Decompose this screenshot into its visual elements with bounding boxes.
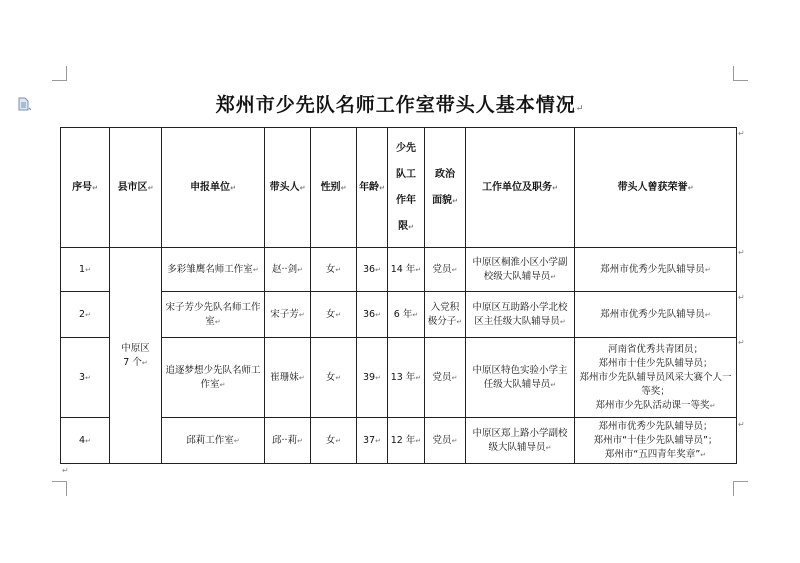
cell-honors: 郑州市优秀少先队辅导员↵ xyxy=(575,292,737,338)
cell-unit: 邱莉工作室↵ xyxy=(162,418,265,464)
row-end-mark: ↵ xyxy=(738,248,745,257)
paragraph-mark-icon: ↵ xyxy=(575,104,585,114)
table-row xyxy=(61,418,737,464)
cell-years: 12 年↵ xyxy=(388,418,425,464)
page-title: 郑州市少先队名师工作室带头人基本情况↵ xyxy=(215,94,585,116)
page-corner-mark xyxy=(52,481,67,496)
page-corner-mark xyxy=(733,481,748,496)
paragraph-mark-icon: ↵ xyxy=(62,466,69,475)
cell-gender: 女↵ xyxy=(311,248,357,292)
cell-political: 党员↵ xyxy=(425,338,466,418)
document-icon[interactable] xyxy=(17,97,31,111)
cell-years: 13 年↵ xyxy=(388,338,425,418)
cell-gender: 女↵ xyxy=(311,418,357,464)
cell-honors: 郑州市优秀少先队辅导员↵ xyxy=(575,248,737,292)
cell-leader: 宋子芳↵ xyxy=(265,292,311,338)
cell-age: 36↵ xyxy=(357,292,388,338)
row-end-mark: ↵ xyxy=(738,293,745,302)
cell-years: 14 年↵ xyxy=(388,248,425,292)
cell-honors: 河南省优秀共青团员； 郑州市十佳少先队辅导员； 郑州市少先队辅导员风采大赛个人一等奖； 郑州市少先队活动课一等奖↵ xyxy=(575,338,737,418)
cell-years: 6 年↵ xyxy=(388,292,425,338)
header-seq: 序号↵ xyxy=(61,128,110,248)
table-header-row xyxy=(61,128,737,248)
cell-leader: 赵··剑↵ xyxy=(265,248,311,292)
cell-work: 中原区特色实验小学主任级大队辅导员↵ xyxy=(466,338,575,418)
cell-political: 党员↵ xyxy=(425,418,466,464)
table-row xyxy=(61,338,737,418)
table-row xyxy=(61,248,737,292)
header-honors: 带头人曾获荣誉↵ xyxy=(575,128,737,248)
cell-seq: 2↵ xyxy=(61,292,110,338)
cell-district: 中原区 7 个↵ xyxy=(110,248,162,464)
header-work: 工作单位及职务↵ xyxy=(466,128,575,248)
cell-seq: 4↵ xyxy=(61,418,110,464)
cell-leader: 邱··莉↵ xyxy=(265,418,311,464)
header-political: 政治 面貌↵ xyxy=(425,128,466,248)
header-unit: 申报单位↵ xyxy=(162,128,265,248)
page-corner-mark xyxy=(733,66,748,81)
cell-unit: 宋子芳少先队名师工作室↵ xyxy=(162,292,265,338)
cell-gender: 女↵ xyxy=(311,338,357,418)
row-end-mark: ↵ xyxy=(738,129,745,138)
header-years: 少先 队工 作年 限↵ xyxy=(388,128,425,248)
header-leader: 带头人↵ xyxy=(265,128,311,248)
row-end-mark: ↵ xyxy=(738,420,745,429)
cell-seq: 1↵ xyxy=(61,248,110,292)
cell-work: 中原区桐淮小区小学副校级大队辅导员↵ xyxy=(466,248,575,292)
row-end-mark: ↵ xyxy=(738,338,745,347)
cell-political: 入党积极分子↵ xyxy=(425,292,466,338)
cell-gender: 女↵ xyxy=(311,292,357,338)
cell-leader: 崔珊妹↵ xyxy=(265,338,311,418)
table-row xyxy=(61,292,737,338)
cell-unit: 追逐梦想少先队名师工作室↵ xyxy=(162,338,265,418)
cell-work: 中原区郑上路小学副校级大队辅导员↵ xyxy=(466,418,575,464)
cell-age: 36↵ xyxy=(357,248,388,292)
cell-seq: 3↵ xyxy=(61,338,110,418)
cell-age: 39↵ xyxy=(357,338,388,418)
cell-age: 37↵ xyxy=(357,418,388,464)
header-gender: 性别↵ xyxy=(311,128,357,248)
cell-honors: 郑州市优秀少先队辅导员； 郑州市“十佳少先队辅导员”； 郑州市“五四青年奖章”↵ xyxy=(575,418,737,464)
cell-political: 党员↵ xyxy=(425,248,466,292)
page-corner-mark xyxy=(52,66,67,81)
cell-work: 中原区互助路小学北校区主任级大队辅导员↵ xyxy=(466,292,575,338)
cell-unit: 多彩雏鹰名师工作室↵ xyxy=(162,248,265,292)
header-district: 县市区↵ xyxy=(110,128,162,248)
leaders-table xyxy=(60,127,737,464)
header-age: 年龄↵ xyxy=(357,128,388,248)
